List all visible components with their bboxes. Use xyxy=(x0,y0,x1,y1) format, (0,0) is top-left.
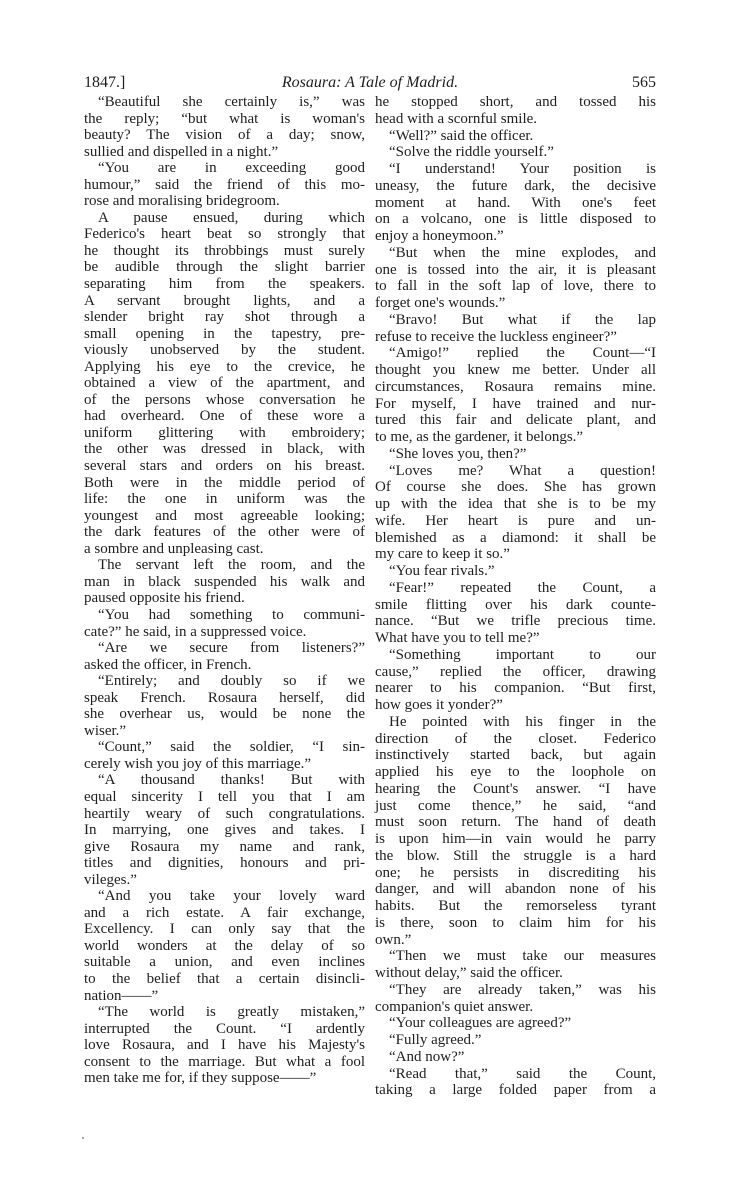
text-line: without delay,” said the officer. xyxy=(375,965,563,981)
text-line: Federico's heart beat so strongly that xyxy=(84,226,365,243)
text-line: In marrying, one gives and takes. I xyxy=(84,822,365,839)
text-line: life: the one in uniform was the xyxy=(84,491,365,508)
paragraph xyxy=(375,245,656,312)
running-header xyxy=(84,74,656,96)
paragraph xyxy=(84,210,365,557)
text-line: “You are in exceeding good xyxy=(98,160,365,177)
text-line: to the belief that a certain disincli- xyxy=(84,970,365,987)
text-line: “Beautiful she certainly is,” was xyxy=(98,94,365,110)
text-line: taking a large folded paper from a xyxy=(375,1082,656,1099)
text-line: man in black suspended his walk and xyxy=(84,573,365,590)
text-line: head with a scornful smile. xyxy=(375,110,538,127)
text-line: beauty? The vision of a day; snow, xyxy=(84,127,365,144)
text-line: cate?” he said, in a suppressed voice. xyxy=(84,623,307,640)
text-line: my care to keep it so.” xyxy=(375,546,510,563)
text-line: the reply; “but what is woman's xyxy=(84,110,365,127)
text-line: the dark features of the other were of xyxy=(84,524,365,541)
text-line: “Are we secure from listeners?” xyxy=(98,640,365,657)
paragraph xyxy=(84,673,365,739)
text-line: He pointed with his finger in the xyxy=(389,713,656,730)
text-line: sullied and dispelled in a night.” xyxy=(84,143,279,160)
text-line: small opening in the tapestry, pre- xyxy=(84,325,365,342)
text-line: up with the idea that she is to be my xyxy=(375,496,656,512)
text-line: “You had something to communi- xyxy=(98,606,365,623)
text-column-right xyxy=(375,94,656,1099)
text-line: one; he persists in discrediting his xyxy=(375,864,656,881)
text-line: suitable a union, and even inclines xyxy=(84,954,365,971)
text-line: paused opposite his friend. xyxy=(84,590,245,607)
text-line: and a rich estate. A fair exchange, xyxy=(84,904,365,921)
text-line: “The world is greatly mistaken,” xyxy=(98,1004,365,1021)
text-line: “Entirely; and doubly so if we xyxy=(98,673,365,690)
header-year: 1847.] xyxy=(84,74,126,91)
text-line: the blow. Still the struggle is a hard xyxy=(375,847,656,864)
text-line: cause,” replied the officer, drawing xyxy=(375,663,656,680)
text-line: several stars and orders on his breast. xyxy=(84,458,365,475)
text-line: to fall in the soft lap of love, there to xyxy=(375,278,656,295)
paragraph xyxy=(375,446,656,463)
text-line: “I understand! Your position is xyxy=(389,161,656,177)
text-line: hearing the Count's answer. “I have xyxy=(375,780,656,797)
text-line: cerely wish you joy of this marriage.” xyxy=(84,755,312,772)
text-line: “Fully agreed.” xyxy=(389,1032,482,1048)
text-line: circumstances, Rosaura remains mine. xyxy=(375,378,656,395)
text-line: applied his eye to the loophole on xyxy=(375,764,656,780)
text-line: love Rosaura, and I have his Majesty's xyxy=(84,1037,365,1054)
text-line: titles and dignities, honours and pri- xyxy=(84,855,365,872)
text-line: thought you knew me better. Under all xyxy=(375,362,656,378)
text-line: just come thence,” he said, “and xyxy=(375,797,656,814)
text-line: be audible through the slight barrier xyxy=(84,259,365,276)
text-line: Both were in the middle period of xyxy=(84,474,365,491)
text-line: had overheard. One of these wore a xyxy=(84,408,365,425)
text-line: “Then we must take our measures xyxy=(389,948,656,965)
text-line: is upon him—in vain would he parry xyxy=(375,831,656,847)
text-line: “Read that,” said the Count, xyxy=(389,1065,656,1082)
text-line: What have you to tell me?” xyxy=(375,630,540,646)
text-line: the other was dressed in black, with xyxy=(84,441,365,458)
text-line: “Solve the riddle yourself.” xyxy=(389,144,554,161)
text-line: Applying his eye to the crevice, he xyxy=(84,358,365,375)
text-line: The servant left the room, and the xyxy=(98,557,365,574)
text-line: “They are already taken,” was his xyxy=(389,981,656,998)
paragraph xyxy=(375,714,656,949)
text-line: obtained a view of the apartment, and xyxy=(84,375,365,392)
paragraph xyxy=(375,982,656,1016)
text-line: rose and moralising bridegroom. xyxy=(84,193,280,210)
text-line: on a volcano, one is little disposed to xyxy=(375,211,656,228)
text-line: “A thousand thanks! But with xyxy=(98,772,365,789)
text-line: own.” xyxy=(375,931,412,948)
paragraph xyxy=(84,557,365,607)
header-title: Rosaura: A Tale of Madrid. xyxy=(281,74,459,91)
text-line: “Bravo! But what if the lap xyxy=(389,311,656,328)
text-line: viously unobserved by the student. xyxy=(84,342,365,359)
text-line: humour,” said the friend of this mo- xyxy=(84,176,365,193)
text-line: “And now?” xyxy=(389,1048,465,1065)
page-number: 565 xyxy=(632,74,656,91)
text-line: must soon return. The hand of death xyxy=(375,814,656,831)
text-line: consent to the marriage. But what a fool xyxy=(84,1053,365,1070)
paragraph xyxy=(375,580,656,647)
paragraph xyxy=(84,1004,365,1087)
text-line: A pause ensued, during which xyxy=(98,209,365,226)
text-line: uneasy, the future dark, the decisive xyxy=(375,177,656,194)
paragraph xyxy=(84,772,365,888)
paragraph xyxy=(375,312,656,346)
text-line: give Rosaura my name and rank, xyxy=(84,838,365,855)
paragraph xyxy=(375,144,656,161)
text-line: “You fear rivals.” xyxy=(389,563,495,579)
text-line: blemished as a diamond: it shall be xyxy=(375,529,656,546)
paragraph xyxy=(84,739,365,772)
text-line: wiser.” xyxy=(84,722,127,739)
text-line: world wonders at the delay of so xyxy=(84,937,365,954)
text-column-left xyxy=(84,94,365,1087)
paragraph xyxy=(375,948,656,982)
text-line: interrupted the Count. “I ardently xyxy=(84,1020,365,1037)
paragraph xyxy=(84,640,365,673)
text-line: “Count,” said the soldier, “I sin- xyxy=(98,739,365,756)
text-line: heartily weary of such congratulations. xyxy=(84,805,365,822)
paragraph xyxy=(375,1032,656,1049)
text-line: “Well?” said the officer. xyxy=(389,127,534,144)
paragraph xyxy=(375,345,656,446)
paragraph xyxy=(375,94,656,128)
paragraph xyxy=(375,1066,656,1100)
text-line: he stopped short, and tossed his xyxy=(375,94,656,110)
text-line: asked the officer, in French. xyxy=(84,656,252,673)
text-line: “Your colleagues are agreed?” xyxy=(389,1015,572,1032)
text-line: enjoy a honeymoon.” xyxy=(375,228,504,244)
text-line: A servant brought lights, and a xyxy=(84,292,365,309)
text-line: moment at hand. With one's feet xyxy=(375,194,656,211)
text-line: “Something important to our xyxy=(389,646,656,663)
text-line: Excellency. I can only say that the xyxy=(84,921,365,938)
paragraph xyxy=(375,128,656,145)
text-line: instinctively started back, but again xyxy=(375,747,656,764)
text-line: speak French. Rosaura herself, did xyxy=(84,689,365,706)
text-line: men take me for, if they suppose——” xyxy=(84,1070,317,1087)
text-line: to me, as the gardener, it belongs.” xyxy=(375,429,584,445)
text-line: “Fear!” repeated the Count, a xyxy=(389,579,656,596)
text-line: refuse to receive the luckless engineer?” xyxy=(375,328,617,345)
text-line: For myself, I have trained and nur- xyxy=(375,395,656,412)
text-line: separating him from the speakers. xyxy=(84,276,365,293)
text-line: tured this fair and delicate plant, and xyxy=(375,412,656,429)
paragraph xyxy=(84,94,365,160)
text-line: “But when the mine explodes, and xyxy=(389,244,656,261)
paragraph xyxy=(84,888,365,1004)
paragraph xyxy=(375,1015,656,1032)
text-line: vileges.” xyxy=(84,871,137,888)
text-line: nation——” xyxy=(84,987,159,1004)
paragraph xyxy=(375,1049,656,1066)
text-line: Of course she does. She has grown xyxy=(375,479,656,496)
text-line: how goes it yonder?” xyxy=(375,697,503,713)
paragraph xyxy=(84,160,365,210)
paragraph xyxy=(375,463,656,564)
scan-speck xyxy=(82,1137,84,1139)
text-line: habits. But the remorseless tyrant xyxy=(375,898,656,914)
paragraph xyxy=(375,647,656,714)
text-line: is there, soon to claim him for his xyxy=(375,914,656,931)
text-line: companion's quiet answer. xyxy=(375,998,534,1015)
paragraph xyxy=(375,563,656,580)
text-line: wife. Her heart is pure and un- xyxy=(375,512,656,529)
text-line: “She loves you, then?” xyxy=(389,445,527,462)
text-line: “Loves me? What a question! xyxy=(389,462,656,479)
text-line: one is tossed into the air, it is pleasant xyxy=(375,261,656,278)
text-line: nance. “But we trifle precious time. xyxy=(375,613,656,630)
paragraph xyxy=(375,161,656,245)
text-line: direction of the closet. Federico xyxy=(375,730,656,747)
text-line: he thought its throbbings must surely xyxy=(84,242,365,259)
text-line: “And you take your lovely ward xyxy=(98,888,365,905)
text-line: smile flitting over his dark counte- xyxy=(375,596,656,613)
text-line: nearer to his companion. “But first, xyxy=(375,680,656,697)
text-line: a sombre and unpleasing cast. xyxy=(84,540,264,557)
text-line: “Amigo!” replied the Count—“I xyxy=(389,345,656,362)
paragraph xyxy=(84,607,365,640)
text-line: slender bright ray shot through a xyxy=(84,309,365,326)
text-line: she overhear us, would be none the xyxy=(84,706,365,723)
text-line: forget one's wounds.” xyxy=(375,295,506,311)
text-line: youngest and most agreeable looking; xyxy=(84,507,365,524)
text-line: danger, and will abandon none of his xyxy=(375,881,656,898)
text-line: uniform glittering with embroidery; xyxy=(84,424,365,441)
text-line: equal sincerity I tell you that I am xyxy=(84,788,365,805)
text-line: of the persons whose conversation he xyxy=(84,391,365,408)
